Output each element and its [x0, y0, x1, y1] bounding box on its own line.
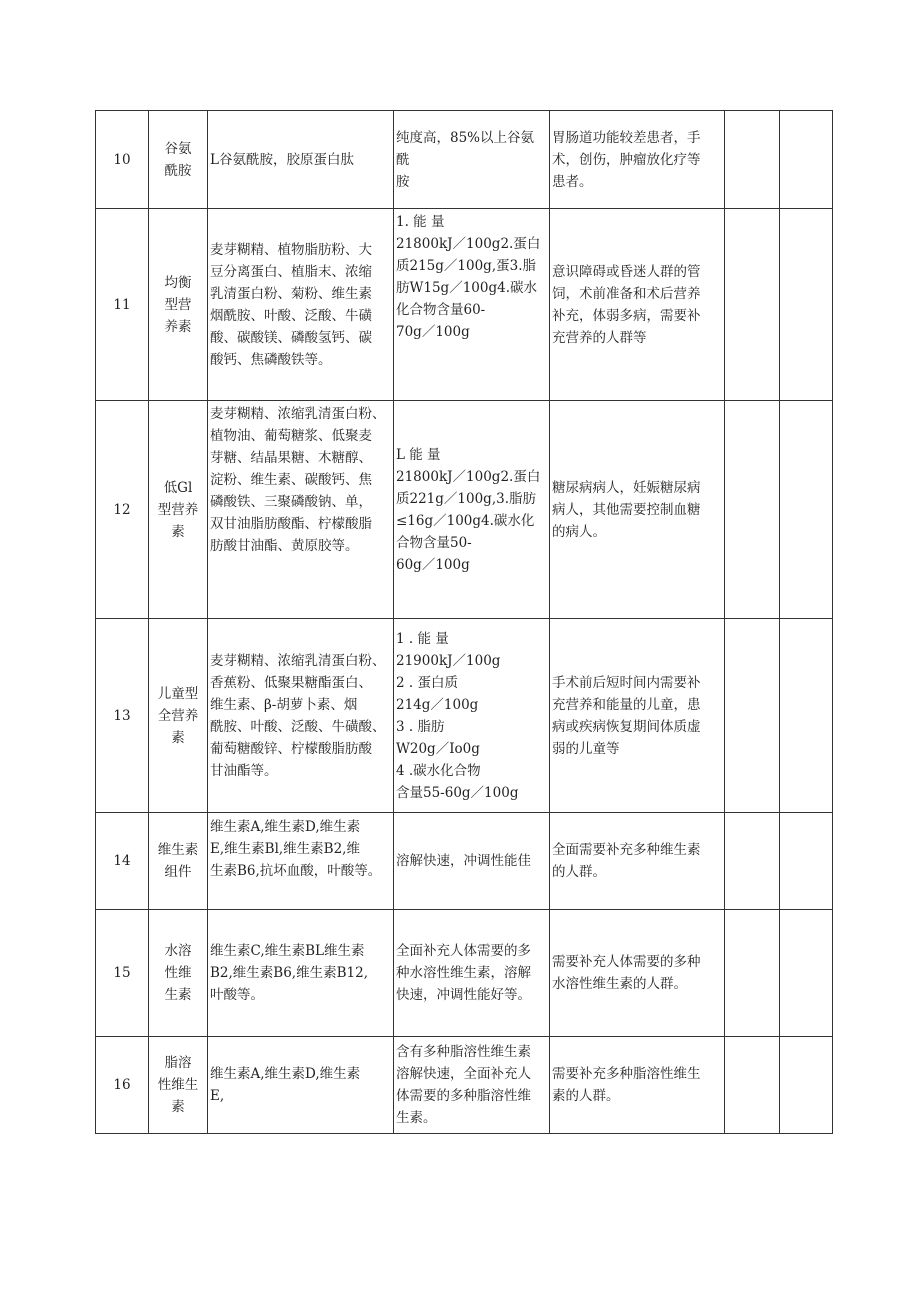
ingredients-cell: 维生素A,维生素D,维生素 E, [208, 1037, 394, 1134]
empty-cell [725, 910, 780, 1037]
features-cell: 纯度高，85%以上谷氨酰 胺 [394, 111, 550, 209]
empty-cell [780, 619, 833, 813]
product-name: 脂溶 性维生 素 [149, 1037, 208, 1134]
population-cell: 需要补充多种脂溶性维生 素的人群。 [550, 1037, 725, 1134]
ingredients-cell: 麦芽糊精、植物脂肪粉、大 豆分离蛋白、植脂末、浓缩 乳清蛋白粉、菊粉、维生素 烟酰胺、叶酸、泛酸、牛磺 酸、碳酸镁、磷酸氢钙、碳 酸钙、焦磷酸铁等。 [208, 209, 394, 401]
population-cell: 手术前后短时间内需要补 充营养和能量的儿童，患 病或疾病恢复期间体质虚 弱的儿童等 [550, 619, 725, 813]
population-cell: 胃肠道功能较差患者，手 术，创伤，肿瘤放化疗等 患者。 [550, 111, 725, 209]
row-number: 11 [96, 209, 149, 401]
empty-cell [780, 1037, 833, 1134]
features-cell: 溶解快速，冲调性能佳 [394, 813, 550, 910]
empty-cell [780, 111, 833, 209]
ingredients-cell: 麦芽糊精、浓缩乳清蛋白粉、 香蕉粉、低聚果糖酯蛋白、 维生素、β-胡萝卜素、烟 酰胺、叶酸、泛酸、牛磺酸、 葡萄糖酸锌、柠檬酸脂肪酸 甘油酯等。 [208, 619, 394, 813]
empty-cell [725, 1037, 780, 1134]
empty-cell [725, 111, 780, 209]
product-spec-table [95, 110, 833, 1134]
ingredients-cell: 维生素C,维生素BL维生素 B2,维生素B6,维生素B12, 叶酸等。 [208, 910, 394, 1037]
ingredients-cell: 麦芽糊精、浓缩乳清蛋白粉、 植物油、葡萄糖浆、低聚麦 芽糖、结晶果糖、木糖醇、 淀粉、维生素、碳酸钙、焦 磷酸铁、三聚磷酸钠、单， 双甘油脂肪酸酯、柠檬酸脂 肪酸甘油酯、黄原胶等。 [208, 401, 394, 619]
empty-cell [780, 813, 833, 910]
empty-cell [725, 209, 780, 401]
empty-cell [780, 910, 833, 1037]
product-name: 均衡 型营 养素 [149, 209, 208, 401]
table-row [96, 1037, 833, 1134]
table-row [96, 619, 833, 813]
table-row [96, 813, 833, 910]
table-row [96, 111, 833, 209]
features-cell: 含有多种脂溶性维生素 溶解快速，全面补充人 体需要的多种脂溶性维 生素。 [394, 1037, 550, 1134]
ingredients-cell: L谷氨酰胺，胶原蛋白肽 [208, 111, 394, 209]
features-cell: L 能 量 21800kJ／100g2.蛋白 质221g／100g,3.脂肪 ≤16g／100g4.碳水化 合物含量50- 60g／100g [394, 401, 550, 619]
empty-cell [780, 209, 833, 401]
population-cell: 需要补充人体需要的多种 水溶性维生素的人群。 [550, 910, 725, 1037]
population-cell: 糖尿病病人，妊娠糖尿病 病人，其他需要控制血糖 的病人。 [550, 401, 725, 619]
product-name: 维生素 组件 [149, 813, 208, 910]
table-row [96, 401, 833, 619]
population-cell: 全面需要补充多种维生素 的人群。 [550, 813, 725, 910]
features-cell: 全面补充人体需要的多 种水溶性维生素，溶解 快速，冲调性能好等。 [394, 910, 550, 1037]
features-cell: 1. 能 量 21800kJ／100g2.蛋白 质215g／100g,蛋3.脂 肪W15g／100g4.碳水 化合物含量60- 70g／100g [394, 209, 550, 401]
table-row [96, 910, 833, 1037]
row-number: 12 [96, 401, 149, 619]
empty-cell [725, 619, 780, 813]
population-cell: 意识障碍或昏迷人群的管 饲，术前准备和术后营养 补充，体弱多病，需要补 充营养的人群等 [550, 209, 725, 401]
features-cell: 1 . 能 量 21900kJ／100g 2 . 蛋白质 214g／100g 3 . 脂肪 W20g／Io0g 4 .碳水化合物 含量55-60g／100g [394, 619, 550, 813]
empty-cell [725, 813, 780, 910]
product-name: 谷氨 酰胺 [149, 111, 208, 209]
row-number: 16 [96, 1037, 149, 1134]
product-name: 水溶 性维 生素 [149, 910, 208, 1037]
table-row [96, 209, 833, 401]
row-number: 14 [96, 813, 149, 910]
empty-cell [780, 401, 833, 619]
row-number: 13 [96, 619, 149, 813]
empty-cell [725, 401, 780, 619]
product-name: 低Gl 型营养 素 [149, 401, 208, 619]
row-number: 15 [96, 910, 149, 1037]
ingredients-cell: 维生素A,维生素D,维生素 E,维生素Bl,维生素B2,维 生素B6,抗坏血酸，叶酸等。 [208, 813, 394, 910]
product-name: 儿童型 全营养 素 [149, 619, 208, 813]
row-number: 10 [96, 111, 149, 209]
